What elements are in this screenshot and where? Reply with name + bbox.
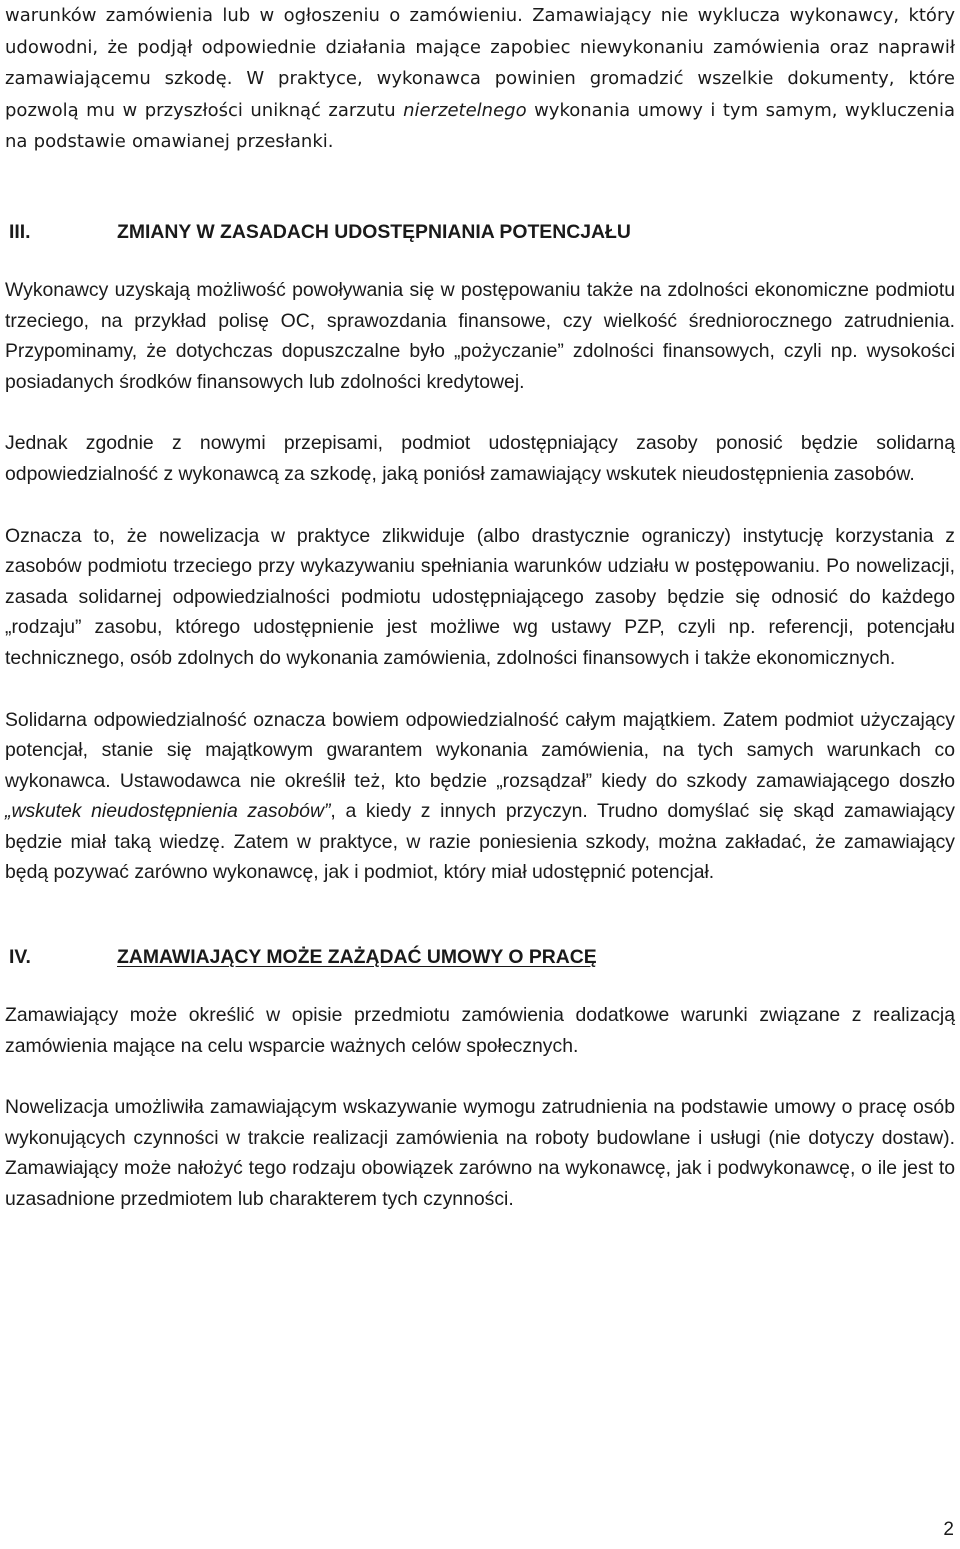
section-heading-3: [5, 217, 955, 247]
page-number: 2: [943, 1519, 954, 1540]
paragraph-intro-text-2: wykonania umowy i tym samym, wykluczenia na podstawie omawianej przesłanki.: [5, 99, 955, 153]
paragraph-3-4: [5, 705, 955, 889]
section-title-3: ZMIANY W ZASADACH UDOSTĘPNIANIA POTENCJAŁU: [117, 220, 631, 243]
section-number-3: III.: [9, 220, 31, 243]
section-title-4: ZAMAWIAJĄCY MOŻE ZAŻĄDAĆ UMOWY O PRACĘ: [117, 946, 597, 969]
section-number-4: IV.: [9, 946, 31, 969]
paragraph-3-4-text-2: , a kiedy z innych przyczyn. Trudno domyślać się skąd zamawiający będzie miał taką wiedzę. Zatem w praktyce, w razie poniesienia szkody, można zakładać, że zamawiający będą pozywać zarówno wykonawcę, jak i podmiot, który miał udostępnić potencjał.: [5, 800, 955, 884]
paragraph-3-2: Jednak zgodnie z nowymi przepisami, podmiot udostępniający zasoby ponosić będzie solidarną odpowiedzialność z wykonawcą za szkodę, jaką poniósł zamawiający wskutek nieudostępnienia zasobów.: [5, 432, 955, 485]
paragraph-3-4-text-1: Solidarna odpowiedzialność oznacza bowiem odpowiedzialność całym majątkiem. Zatem podmiot użyczający potencjał, stanie się majątkowym gwarantem wykonania zamówienia, na tych samych warunkach co wykonawca. Ustawodawca nie określił też, kto będzie „rozsądzał” kiedy do szkody zamawiającego doszło: [5, 708, 955, 792]
paragraph-intro: [5, 0, 955, 158]
paragraph-4-1: Zamawiający może określić w opisie przedmiotu zamówienia dodatkowe warunki związane z realizacją zamówienia mające na celu wsparcie ważnych celów społecznych.: [5, 1004, 955, 1057]
paragraph-3-3: Oznacza to, że nowelizacja w praktyce zlikwiduje (albo drastycznie ograniczy) instytucję korzystania z zasobów podmiotu trzeciego przy wykazywaniu spełniania warunków udziału w postępowaniu. Po nowelizacji, zasada solidarnej odpowiedzialności podmiotu udostępniającego zasoby będzie się odnosić do każdego „rodzaju” zasobu, którego udostępnienie jest możliwe wg ustawy PZP, czyli np. referencji, potencjału technicznego, osób zdolnych do wykonania zamówienia, zdolności finansowych i także ekonomicznych.: [5, 524, 955, 669]
paragraph-3-4-italic: „wskutek nieudostępnienia zasobów”: [5, 800, 331, 823]
section-heading-4: [5, 942, 955, 972]
paragraph-3-1: Wykonawcy uzyskają możliwość powoływania się w postępowaniu także na zdolności ekonomiczne podmiotu trzeciego, na przykład polisę OC, sprawozdania finansowe, czy wielkość średniorocznego zatrudnienia. Przypominamy, że dotychczas dopuszczalne było „pożyczanie” zdolności finansowych, czyli np. wysokości posiadanych środków finansowych lub zdolności kredytowej.: [5, 278, 955, 393]
document-page: [5, 0, 955, 1215]
paragraph-4-2: Nowelizacja umożliwiła zamawiającym wskazywanie wymogu zatrudnienia na podstawie umowy o pracę osób wykonujących czynności w trakcie realizacji zamówienia na roboty budowlane i usługi (nie dotyczy dostaw). Zamawiający może nałożyć tego rodzaju obowiązek zarówno na wykonawcę, jak i podwykonawcę, o ile jest to uzasadnione przedmiotem lub charakterem tych czynności.: [5, 1096, 955, 1211]
paragraph-intro-italic: nierzetelnego: [403, 99, 527, 121]
paragraph-intro-text-1: warunków zamówienia lub w ogłoszeniu o zamówieniu. Zamawiający nie wyklucza wykonawcy, który udowodni, że podjął odpowiednie działania mające zapobiec niewykonaniu zamówienia oraz naprawił zamawiającemu szkodę. W praktyce, wykonawca powinien gromadzić wszelkie dokumenty, które pozwolą mu w przyszłości uniknąć zarzutu: [5, 5, 955, 121]
